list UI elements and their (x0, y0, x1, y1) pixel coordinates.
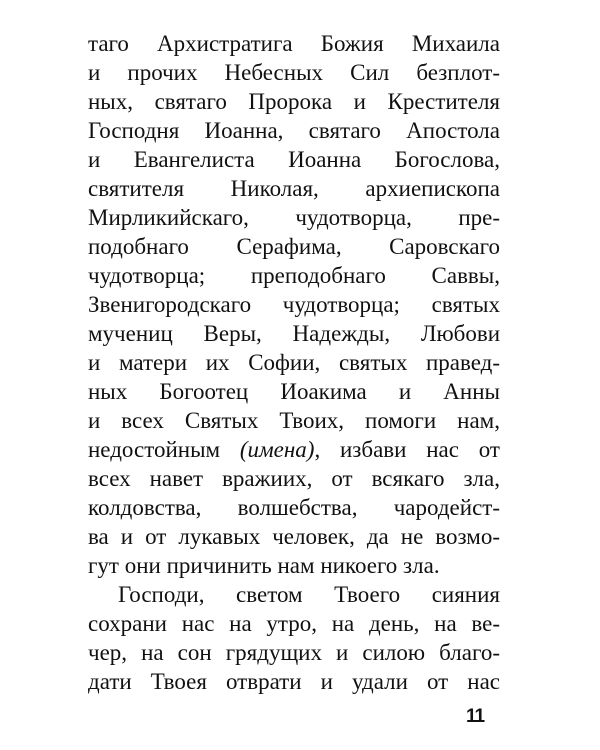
text-segment: Господи, светом Твоего сияния (118, 582, 500, 607)
text-segment: колдовства, волшебства, чародейст- (88, 495, 500, 520)
text-line (88, 232, 500, 261)
text-line (88, 116, 500, 145)
text-segment: всех навет вражиих, от всякаго зла, (88, 466, 500, 491)
text-segment: и матери их Софии, святых правед- (88, 350, 500, 375)
page-number: 11 (466, 706, 485, 727)
text-segment: Мирликийскаго, чудотворца, пре- (88, 205, 500, 230)
text-line (88, 580, 500, 609)
text-line (88, 609, 500, 638)
paragraph (88, 580, 500, 696)
text-line (88, 203, 500, 232)
text-line (88, 377, 500, 406)
text-segment: чудотворца; преподобнаго Саввы, (88, 263, 500, 288)
text-segment: сохрани нас на утро, на день, на ве- (88, 611, 500, 636)
text-line (88, 464, 500, 493)
text-line (88, 29, 500, 58)
prayer-text (88, 29, 500, 696)
text-segment: ных Богоотец Иоакима и Анны (88, 379, 500, 404)
text-segment: и Евангелиста Иоанна Богослова, (88, 147, 500, 172)
text-line (88, 145, 500, 174)
text-line (88, 348, 500, 377)
text-line (88, 406, 500, 435)
text-line (88, 667, 500, 696)
text-line (88, 87, 500, 116)
text-segment: , избави нас от (314, 437, 500, 462)
text-segment: мучениц Веры, Надежды, Любови (88, 321, 500, 346)
text-line (88, 290, 500, 319)
text-segment: и прочих Небесных Сил безплот- (88, 60, 500, 85)
text-segment: Звенигородскаго чудотворца; святых (88, 292, 500, 317)
text-segment: чер, на сон грядущих и силою благо- (88, 640, 500, 665)
text-segment: гут они причинить нам никоего зла. (88, 553, 440, 578)
text-segment: ных, святаго Пророка и Крестителя (88, 89, 500, 114)
text-line (88, 319, 500, 348)
text-line (88, 174, 500, 203)
text-line (88, 261, 500, 290)
names-placeholder: (имена) (239, 437, 315, 462)
text-segment: Господня Иоанна, святаго Апостола (88, 118, 500, 143)
text-line (88, 58, 500, 87)
text-segment: святителя Николая, архиепископа (88, 176, 500, 201)
paragraph (88, 29, 500, 580)
text-segment: дати Твоея отврати и удали от нас (88, 669, 500, 694)
text-line (88, 522, 500, 551)
text-segment: ва и от лукавых человек, да не возмо- (88, 524, 500, 549)
text-segment: таго Архистратига Божия Михаила (88, 31, 500, 56)
text-segment: и всех Святых Твоих, помоги нам, (88, 408, 500, 433)
text-line (88, 551, 500, 580)
text-line (88, 493, 500, 522)
text-line (88, 638, 500, 667)
text-segment: подобнаго Серафима, Саровскаго (88, 234, 500, 259)
text-line (88, 435, 500, 464)
text-segment: недостойным (88, 437, 240, 462)
